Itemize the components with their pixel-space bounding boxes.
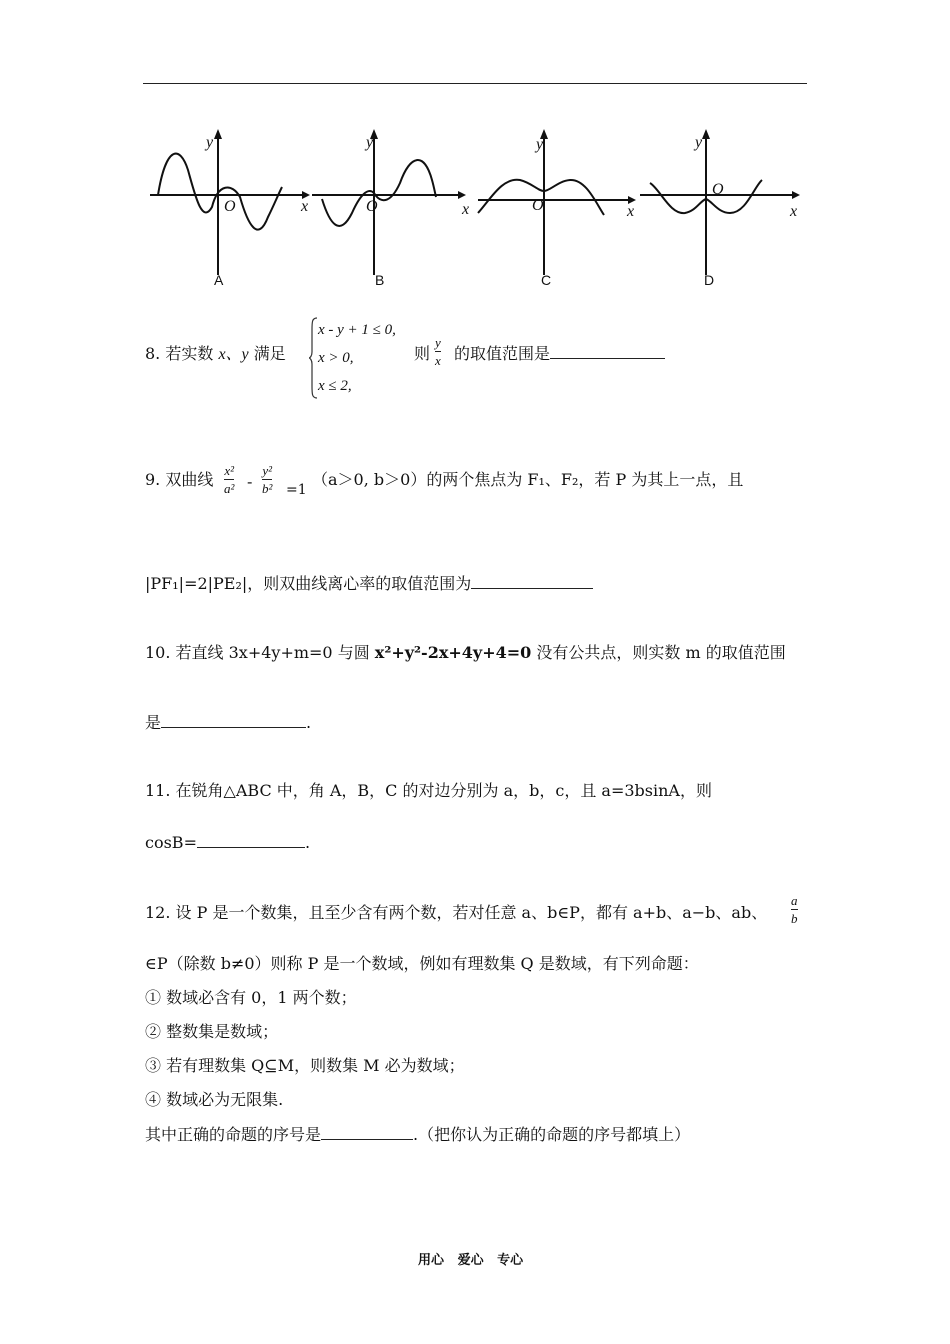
graph-a-x-label: x <box>301 198 309 215</box>
q12-fraction <box>791 892 798 927</box>
graph-b <box>312 129 466 275</box>
graph-b-origin-label: O <box>366 198 378 215</box>
graph-options-figure <box>140 125 810 295</box>
q9-f2-den: b² <box>262 481 273 496</box>
graph-d-letter: D <box>704 272 715 288</box>
q9-f1-den: a² <box>224 481 235 496</box>
graph-d-x-label: x <box>790 203 798 220</box>
q10-answer-blank[interactable] <box>161 713 306 728</box>
q9-fraction-y <box>262 462 272 497</box>
q11-line1: 11. 在锐角△ABC 中，角 A，B，C 的对边分别为 a，b，c，且 a=3bsinA，则 <box>145 781 712 800</box>
q8-system-line1: x - y + 1 ≤ 0, <box>318 322 396 338</box>
q10-line2: 是 . <box>145 713 312 732</box>
page-footer: 用心 爱心 专心 <box>418 1253 524 1268</box>
q8-system-line2: x > 0, <box>318 350 354 366</box>
q10-line1: 10. 若直线 3x+4y+m=0 与圆 x²+y²-2x+4y+4=0 没有公共点，则实数 m 的取值范围 <box>145 643 786 662</box>
graph-d <box>640 129 800 275</box>
q9-f2-num: y² <box>262 463 273 478</box>
graph-b-y-label: y <box>366 134 374 151</box>
q12-last: 其中正确的命题的序号是 .（把你认为正确的命题的序号都填上） <box>145 1125 691 1144</box>
q12-answer-blank[interactable] <box>321 1125 413 1140</box>
graph-a-y-label: y <box>206 134 214 151</box>
q9-f1-num: x² <box>224 463 235 478</box>
q8-brace <box>308 316 318 400</box>
q12-item2: ② 整数集是数域； <box>145 1022 279 1041</box>
graph-a-origin-label: O <box>224 198 236 215</box>
header-rule <box>143 83 807 84</box>
graph-b-x-label: x <box>462 201 470 218</box>
q9-condition: （a＞0, b＞0）的两个焦点为 F₁、F₂，若 P 为其上一点，且 <box>312 470 744 489</box>
q8-answer-blank[interactable] <box>550 344 665 359</box>
q9-line2: |PF₁|=2|PE₂|，则双曲线离心率的取值范围为 <box>145 574 593 594</box>
graph-a-letter: A <box>214 272 224 288</box>
q12-line1: 12. 设 P 是一个数集，且至少含有两个数，若对任意 a、b∈P，都有 a+b、a−b、ab、 <box>145 903 768 922</box>
graph-c-y-label: y <box>536 136 544 153</box>
graph-c-x-label: x <box>627 203 635 220</box>
graph-c-letter: C <box>541 272 552 288</box>
q9-equals: =1 <box>286 482 307 498</box>
graph-d-origin-label: O <box>712 181 724 198</box>
q9-prefix: 9. 双曲线 <box>145 470 214 489</box>
q11-answer-blank[interactable] <box>197 833 305 848</box>
q12-item4: ④ 数域必为无限集. <box>145 1090 284 1109</box>
q12-frac-den: b <box>791 911 798 926</box>
q8-prefix: 8. 若实数 x、y 满足 <box>145 344 286 363</box>
q8-fraction <box>435 334 441 369</box>
graph-b-letter: B <box>375 272 385 288</box>
graph-d-y-label: y <box>695 134 703 151</box>
graph-c-origin-label: O <box>532 197 544 214</box>
q8-fraction-den: x <box>435 353 441 368</box>
q11-line2: cosB= . <box>145 833 311 852</box>
q8-then: 则 <box>414 344 431 363</box>
q12-frac-num: a <box>791 893 798 908</box>
q9-minus: - <box>247 472 253 491</box>
q12-item1: ① 数域必含有 0，1 两个数； <box>145 988 357 1007</box>
q12-line2: ∈P（除数 b≠0）则称 P 是一个数域，例如有理数集 Q 是数域，有下列命题： <box>145 954 699 973</box>
q12-item3: ③ 若有理数集 Q⊆M，则数集 M 必为数域； <box>145 1056 465 1075</box>
q9-answer-blank[interactable] <box>471 574 593 589</box>
q8-fraction-num: y <box>435 335 441 350</box>
q9-fraction-x <box>224 462 234 497</box>
q8-suffix: 的取值范围是 <box>454 344 665 364</box>
q8-system-line3: x ≤ 2, <box>318 378 352 394</box>
graph-c <box>478 129 636 275</box>
